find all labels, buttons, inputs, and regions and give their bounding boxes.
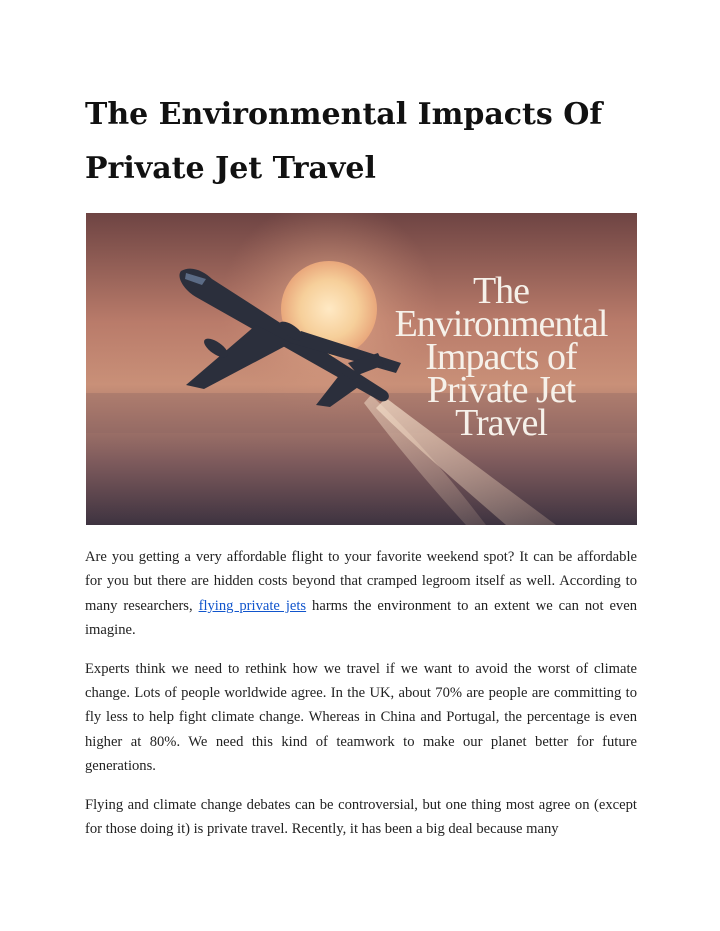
paragraph-3: Flying and climate change debates can be controversial, but one thing most agree on (except for those doing it) is private travel. Recently, it has been a big deal because many: [85, 796, 637, 838]
paragraph-1: [85, 545, 637, 643]
article-title: The Environmental Impacts Of Private Jet Travel: [85, 97, 603, 186]
hero-image: [86, 213, 637, 525]
overlay-line-5: Travel: [455, 402, 547, 444]
overlay-line-4: Private Jet: [426, 369, 576, 411]
overlay-line-1: The: [472, 270, 530, 312]
article-body: [85, 545, 637, 855]
overlay-line-3: Impacts of: [425, 336, 577, 378]
paragraph-1-text-before: Are you getting a very affordable flight to your favorite weekend spot? It can be affordable for you but there are hidden costs beyond that cramped legroom itself as well. According to many researchers,: [85, 549, 637, 614]
paragraph-1-text-after: harms the environment to an extent we can not even imagine.: [85, 597, 637, 639]
overlay-line-2: Environmental: [394, 303, 608, 345]
hero-illustration: [86, 213, 637, 525]
paragraph-2: Experts think we need to rethink how we travel if we want to avoid the worst of climate change. Lots of people worldwide agree. In the UK, about 70% are people are committing to fly less to help fight climate change. Whereas in China and Portugal, the percentage is even higher at 80%. We need this kind of teamwork to make our planet better for future generations.: [85, 660, 637, 775]
flying-private-jets-link[interactable]: flying private jets: [198, 597, 307, 614]
